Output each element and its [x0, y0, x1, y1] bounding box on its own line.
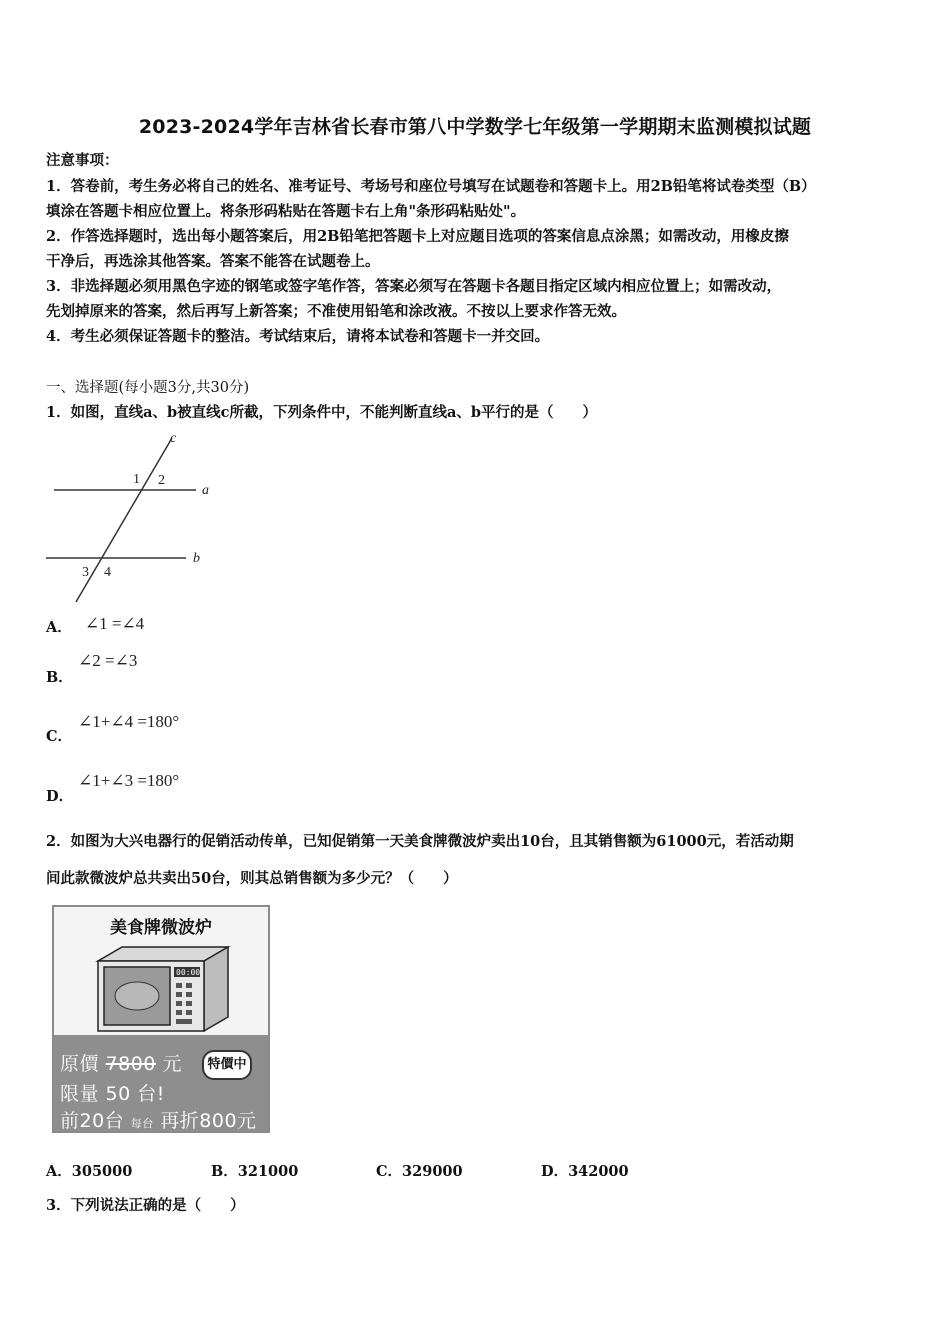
- ad-discount: [60, 1106, 257, 1133]
- notice-line: 先划掉原来的答案，然后再写上新答案；不准使用铅笔和涂改液。不按以上要求作答无效。: [46, 303, 626, 320]
- q2-option-d[interactable]: [541, 1160, 629, 1181]
- option-value: 342000: [568, 1163, 629, 1180]
- label-b: b: [193, 551, 200, 566]
- label-angle-2: 2: [158, 473, 165, 488]
- microwave-ad: [52, 905, 270, 1133]
- question-2-stem-line1: 2．如图为大兴电器行的促销活动传单，已知促销第一天美食牌微波炉卖出10台，且其销售额为61000元，若活动期: [46, 833, 794, 850]
- option-expression: ∠1 =∠4: [84, 614, 145, 633]
- ad-top-panel: [54, 907, 268, 1035]
- notice-line: 2．作答选择题时，选出每小题答案后，用2B铅笔把答题卡上对应题目选项的答案信息点涂黑；如需改动，用橡皮擦: [46, 228, 789, 245]
- option-value: 321000: [237, 1163, 299, 1180]
- label-angle-3: 3: [82, 565, 89, 580]
- option-c-label-row[interactable]: [46, 725, 72, 746]
- microwave-icon: [92, 943, 232, 1033]
- section-heading: 一、选择题(每小题3分,共30分): [46, 380, 250, 396]
- q2-option-c[interactable]: [376, 1160, 463, 1181]
- ad-title: 美食牌微波炉: [110, 918, 212, 938]
- option-b-label-row[interactable]: [46, 666, 73, 687]
- ad-discount-suffix: 再折800元: [160, 1110, 257, 1132]
- ad-discount-small: 每台: [130, 1117, 154, 1130]
- option-value: 329000: [402, 1163, 463, 1180]
- option-label: C．: [46, 728, 73, 745]
- page-title: 2023-2024学年吉林省长春市第八中学数学七年级第一学期期末监测模拟试题: [138, 116, 812, 138]
- notice-line: 3．非选择题必须用黑色字迹的钢笔或签字笔作答，答案必须写在答题卡各题目指定区域内相应位置上；如需改动，: [46, 278, 782, 295]
- option-label: B．: [46, 669, 73, 686]
- ad-discount-prefix: 前20台: [60, 1110, 125, 1132]
- ad-sale-badge: 特價中: [202, 1050, 252, 1080]
- question-3-stem: 3．下列说法正确的是（ ）: [46, 1197, 245, 1214]
- question-2-stem-line2: 间此款微波炉总共卖出50台，则其总销售额为多少元？（ ）: [46, 870, 458, 887]
- option-label: B．: [211, 1163, 238, 1180]
- notice-line: 填涂在答题卡相应位置上。将条形码粘贴在答题卡右上角"条形码粘贴处"。: [46, 203, 526, 220]
- option-d-label-row[interactable]: [46, 785, 73, 806]
- ad-price-struck: 7800: [105, 1053, 156, 1075]
- label-a: a: [202, 483, 209, 498]
- parallel-lines-figure: [44, 428, 224, 608]
- option-expression: ∠2 =∠3: [78, 651, 138, 670]
- option-a[interactable]: [46, 616, 144, 637]
- label-angle-4: 4: [104, 565, 111, 580]
- ad-price-unit: 元: [162, 1053, 182, 1075]
- label-c: c: [170, 431, 177, 446]
- option-label: C．: [376, 1163, 403, 1180]
- notice-line: 4．考生必须保证答题卡的整洁。考试结束后，请将本试卷和答题卡一并交回。: [46, 328, 550, 345]
- option-expression: ∠1+∠4 =180°: [78, 712, 180, 731]
- ad-price-prefix: 原價: [60, 1053, 100, 1075]
- notice-heading: 注意事项：: [46, 152, 119, 169]
- option-value: 305000: [71, 1163, 133, 1180]
- q2-option-a[interactable]: [46, 1160, 132, 1181]
- option-label: A．: [46, 619, 72, 636]
- ad-limit: 限量 50 台!: [60, 1083, 165, 1105]
- question-1-stem: 1．如图，直线a、b被直线c所截，下列条件中，不能判断直线a、b平行的是（ ）: [46, 404, 597, 421]
- ad-original-price: [60, 1049, 182, 1076]
- option-label: D．: [46, 788, 74, 805]
- option-label: A．: [46, 1163, 72, 1180]
- label-angle-1: 1: [133, 472, 140, 487]
- notice-line: 1．答卷前，考生务必将自己的姓名、准考证号、考场号和座位号填写在试题卷和答题卡上。用2B铅笔将试卷类型（B）: [46, 178, 816, 195]
- notice-line: 干净后，再选涂其他答案。答案不能答在试题卷上。: [46, 253, 380, 270]
- q2-option-b[interactable]: [211, 1160, 298, 1181]
- option-expression: ∠1+∠3 =180°: [78, 771, 180, 790]
- option-label: D．: [541, 1163, 569, 1180]
- line-c: [76, 438, 172, 602]
- ad-display-readout: 00:00: [176, 968, 201, 977]
